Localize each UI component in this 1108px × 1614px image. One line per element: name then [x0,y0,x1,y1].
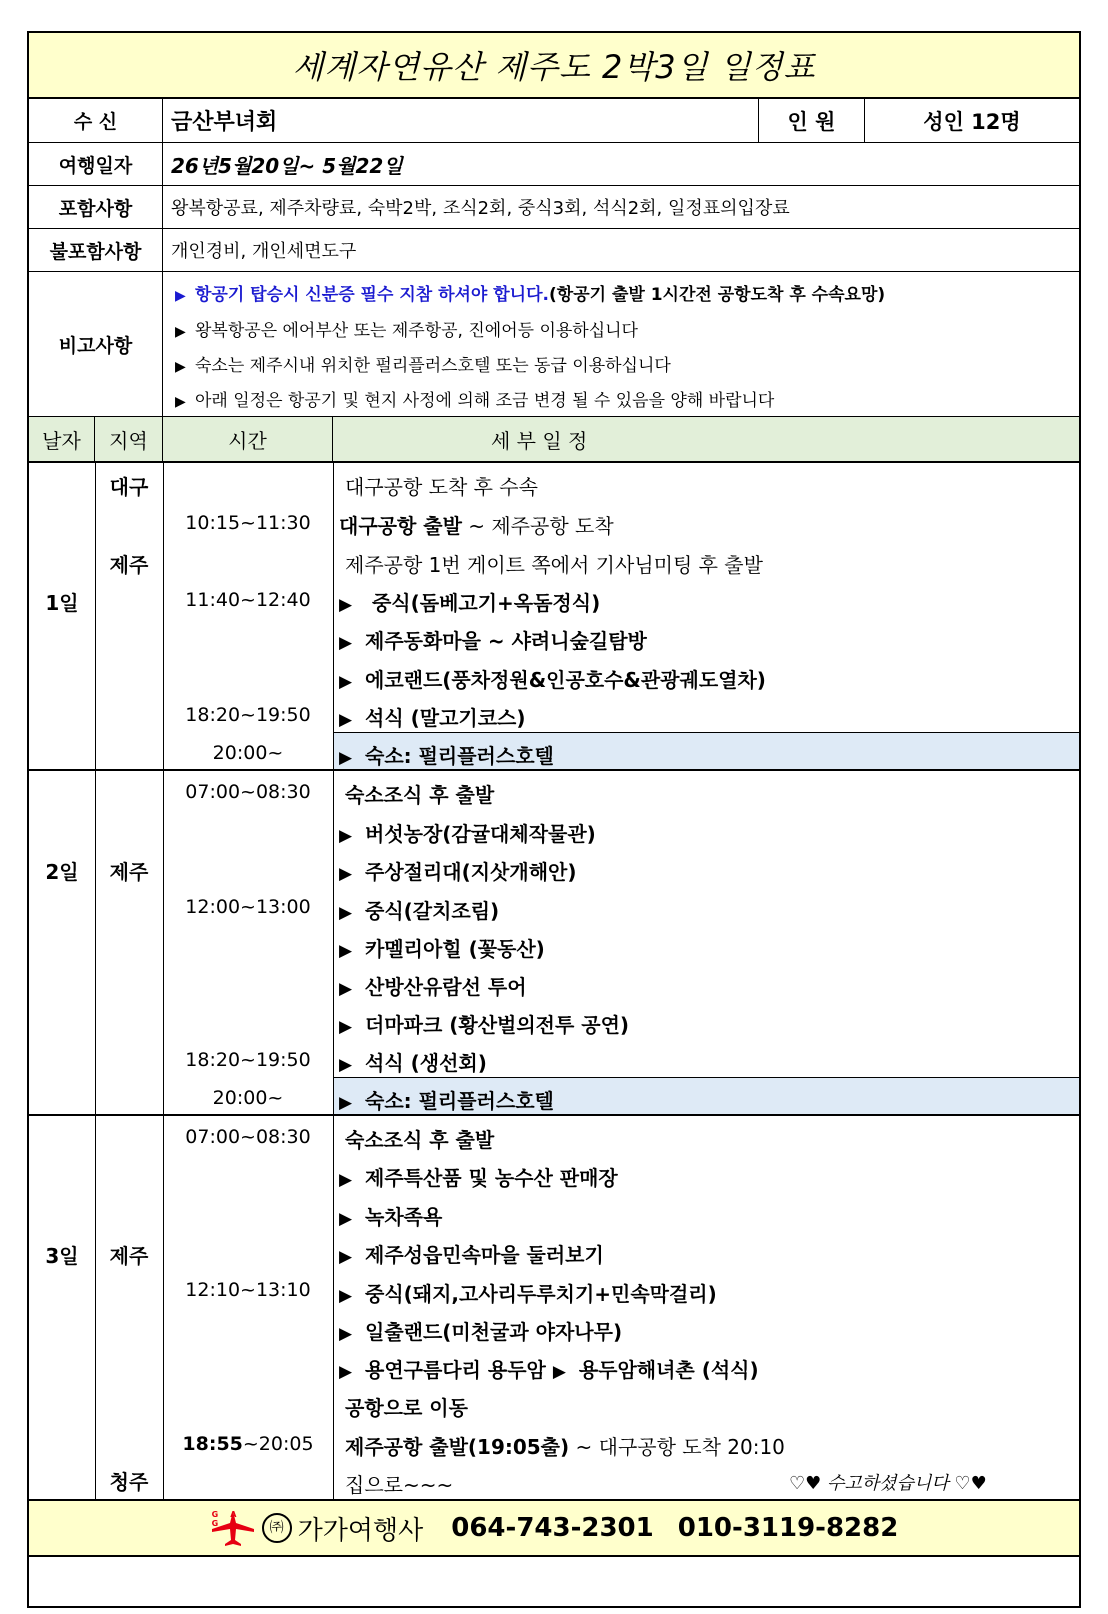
arrow-icon: ▶ [339,1170,353,1190]
notes-row [29,272,1079,416]
excluded-row [29,229,1079,272]
recipient-label: 수 신 [29,99,163,142]
day3-detail-8: 공항으로 이동 [345,1396,468,1420]
included-value: 왕복항공료, 제주차량료, 숙박2박, 조식2회, 중식3회, 석식2회, 일정표의입장료 [171,198,790,219]
arrow-icon: ▶ [552,1362,566,1382]
note-4 [175,386,774,411]
day1-detail-8 [339,740,554,769]
date-value: 26년5월20일~ 5월22일 [171,153,403,178]
day2-label: 2일 [45,860,79,884]
header-detail: 세 부 일 정 [491,428,588,453]
day1-detail-7-text: 석식 (말고기코스) [365,706,526,730]
header-day: 날자 [29,417,95,461]
day1-region-2: 제주 [109,553,149,577]
day2-detail-9-text: 숙소: 펄리플러스호텔 [365,1089,554,1113]
day2-region: 제주 [109,860,149,884]
arrow-icon: ▶ [339,1247,353,1267]
arrow-icon: ▶ [339,672,353,692]
day2-detail-3-text: 주상절리대(지삿개해안) [365,860,577,884]
recipient-row [29,99,1079,143]
note-2 [175,316,638,341]
day1-time-1: 10:15~11:30 [185,512,311,534]
note-1-blue: 항공기 탑승시 신분증 필수 지참 하셔야 합니다. [195,285,549,305]
day1-detail-2 [339,510,614,539]
day1-detail-8-text: 숙소: 펄리플러스호텔 [365,744,554,768]
excluded-value: 개인경비, 개인세면도구 [171,241,357,262]
arrow-icon: ▶ [339,1017,353,1037]
arrow-icon: ▶ [339,941,353,961]
note-3-text: 숙소는 제주시내 위치한 펄리플러스호텔 또는 동급 이용하십니다 [195,356,671,376]
day2-detail-2 [339,818,596,847]
day2-detail-2-text: 버섯농장(감귤대체작물관) [365,822,596,846]
day1-detail-2a: 대구공항 출발 [339,514,462,538]
day3-detail-7a: 용연구름다리 용두암 [365,1358,546,1382]
note-1 [175,280,885,305]
page-title: 세계자연유산 제주도 2박3일 일정표 [29,33,1079,99]
header-region: 지역 [95,417,163,461]
day3-detail-6-text: 일출랜드(미천굴과 야자나무) [365,1320,623,1344]
day1-detail-1: 대구공항 도착 후 수속 [345,475,538,499]
note-arrow-icon: ▶ [175,324,186,340]
day1-detail-5-text: 제주동화마을 ~ 샤려니숲길탐방 [365,629,647,653]
day3-region-2: 청주 [109,1470,149,1494]
arrow-icon: ▶ [339,979,353,999]
day2-detail-4 [339,895,499,924]
day3-detail-4-text: 제주성읍민속마을 둘러보기 [365,1243,604,1267]
day1-detail-3: 제주공항 1번 게이트 쪽에서 기사님미팅 후 출발 [345,553,763,577]
arrow-icon: ▶ [339,903,353,923]
recipient-value: 금산부녀회 [163,99,759,142]
day2-detail-5-text: 카멜리아힐 (꽃동산) [365,937,545,961]
day2-time-2: 12:00~13:00 [185,896,311,918]
day3-detail-2-text: 제주특산품 및 농수산 판매장 [365,1166,618,1190]
day3-detail-2 [339,1162,618,1191]
day2-detail-7-text: 더마파크 (황산벌의전투 공연) [365,1013,630,1037]
day1-time-2: 11:40~12:40 [185,589,311,611]
day2-time-4: 20:00~ [212,1087,284,1109]
day1-detail-4 [339,587,600,616]
day1-time-3: 18:20~19:50 [185,704,311,726]
schedule-header [29,416,1079,463]
arrow-icon: ▶ [339,710,353,730]
day3-time-3 [163,1433,333,1455]
day3-detail-7 [339,1354,759,1383]
itinerary-sheet [27,31,1081,1608]
day3-detail-4 [339,1239,604,1268]
phone-2: 010-3119-8282 [677,1513,899,1543]
note-2-text: 왕복항공은 에어부산 또는 제주항공, 진에어등 이용하십니다 [195,321,638,341]
day2-detail-9 [339,1085,554,1114]
day3-detail-1: 숙소조식 후 출발 [345,1128,495,1152]
day2-time-1: 07:00~08:30 [185,781,311,803]
day2-detail-4-text: 중식(갈치조림) [365,899,500,923]
day3-label: 3일 [45,1244,79,1268]
day3-region-1: 제주 [109,1244,149,1268]
day1-detail-7 [339,702,525,731]
day-3-block [29,1116,1079,1499]
included-label: 포함사항 [29,186,163,228]
arrow-icon: ▶ [339,864,353,884]
day2-detail-6 [339,971,527,1000]
note-3 [175,351,671,376]
day-2-block [29,771,1079,1116]
day3-detail-5-text: 중식(돼지,고사리두루치기+민속막걸리) [365,1282,717,1306]
day2-detail-8 [339,1047,487,1076]
date-row [29,143,1079,186]
day3-detail-9a: 제주공항 출발(19:05출) [345,1435,570,1459]
day3-detail-10: 집으로~~~ [345,1473,454,1497]
day3-detail-3 [339,1201,442,1230]
arrow-icon: ▶ [339,1093,353,1113]
note-1-rest: (항공기 출발 1시간전 공항도착 후 수속요망) [549,285,886,305]
phone-1: 064-743-2301 [451,1513,654,1543]
day-1-block [29,463,1079,771]
arrow-icon: ▶ [339,1055,353,1075]
notes-label: 비고사항 [29,272,163,416]
day2-detail-7 [339,1009,629,1038]
arrow-icon: ▶ [339,826,353,846]
excluded-label: 불포함사항 [29,229,163,271]
arrow-icon: ▶ [339,633,353,653]
day3-detail-7b: 용두암해녀촌 (석식) [578,1358,759,1382]
arrow-icon: ▶ [339,1286,353,1306]
day1-detail-5 [339,625,647,654]
day2-detail-1: 숙소조식 후 출발 [345,783,495,807]
header-time: 시간 [163,417,333,461]
arrow-icon: ▶ [339,1324,353,1344]
day1-label: 1일 [45,591,79,615]
day2-detail-8-text: 석식 (생선회) [365,1051,487,1075]
day2-detail-3 [339,856,576,885]
day3-sign-off: ♡♥ 수고하셨습니다 ♡♥ [789,1473,987,1494]
included-row [29,186,1079,229]
day3-time-1: 07:00~08:30 [185,1126,311,1148]
day1-region-1: 대구 [109,475,149,499]
day3-detail-9b: ~ 대구공항 도착 20:10 [569,1435,785,1459]
day3-time-3a: 18:55 [182,1433,243,1455]
logo-text: GA GA [211,1510,249,1528]
arrow-icon: ▶ [339,1209,353,1229]
note-arrow-icon: ▶ [175,288,186,304]
day3-detail-3-text: 녹차족욕 [365,1205,443,1229]
day3-time-2: 12:10~13:10 [185,1279,311,1301]
corporation-mark: ㈜ [262,1513,292,1543]
day1-detail-6-text: 에코랜드(풍차정원&인공호수&관광궤도열차) [365,668,766,692]
day3-detail-6 [339,1316,622,1345]
note-4-text: 아래 일정은 항공기 및 현지 사정에 의해 조금 변경 될 수 있음을 양해 바랍니다 [195,391,775,411]
day1-detail-2b: ~ 제주공항 도착 [461,514,614,538]
day3-time-3b: ~20:05 [242,1433,314,1455]
date-label: 여행일자 [29,143,163,185]
day2-time-3: 18:20~19:50 [185,1049,311,1071]
arrow-icon: ▶ [339,1362,353,1382]
footer-bar [29,1499,1079,1557]
people-label: 인 원 [759,99,865,142]
day1-time-4: 20:00~ [212,742,284,764]
day1-detail-4-text: 중식(돔베고기+옥돔정식) [371,591,601,615]
day2-detail-5 [339,933,545,962]
day1-detail-6 [339,664,766,693]
people-value: 성인 12명 [923,109,1021,134]
day3-detail-5 [339,1278,717,1307]
company-name: 가가여행사 [297,1515,424,1546]
note-arrow-icon: ▶ [175,394,186,410]
airplane-logo-icon [210,1509,256,1547]
day3-detail-9 [345,1431,785,1460]
note-arrow-icon: ▶ [175,359,186,375]
arrow-icon: ▶ [339,748,353,768]
arrow-icon: ▶ [339,595,353,615]
day2-detail-6-text: 산방산유람선 투어 [365,975,527,999]
